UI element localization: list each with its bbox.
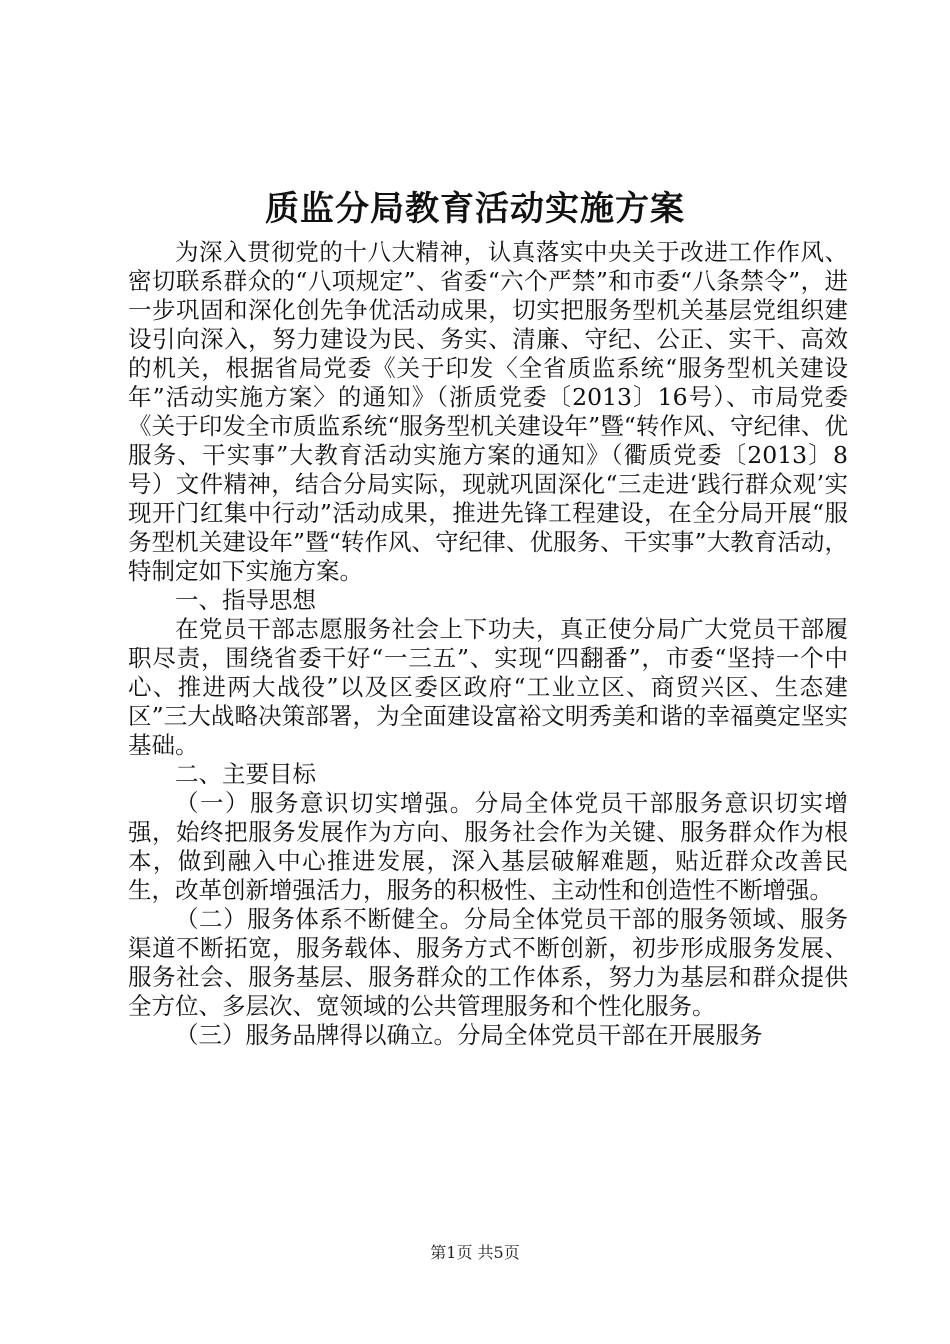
document-title: 质监分局教育活动实施方案	[265, 189, 685, 229]
page-footer: 第1页 共5页	[430, 1243, 520, 1262]
document-body	[128, 238, 848, 1050]
goal-paragraph-1: （一）服务意识切实增强。分局全体党员干部服务意识切实增强，始终把服务发展作为方向、服务社会作为关键、服务群众作为根本，做到融入中心推进发展，深入基层破解难题，贴近群众改善民生，改革创新增强活力，服务的积极性、主动性和创造性不断增强。	[128, 789, 848, 904]
section-heading-main-goals: 二、主要目标	[175, 760, 316, 788]
intro-paragraph: 为深入贯彻党的十八大精神，认真落实中央关于改进工作作风、密切联系群众的“八项规定”、省委“六个严禁”和市委“八条禁令”，进一步巩固和深化创先争优活动成果，切实把服务型机关基层党组织建设引向深入，努力建设为民、务实、清廉、守纪、公正、实干、高效的机关，根据省局党委《关于印发〈全省质监系统“服务型机关建设年”活动实施方案〉的通知》（浙质党委〔2013〕16号）、市局党委《关于印发全市质监系统“服务型机关建设年”暨“转作风、守纪律、优服务、干实事”大教育活动实施方案的通知》（衢质党委〔2013〕8号）文件精神，结合分局实际，现就巩固深化“三走进‘践行群众观’实现开门红集中行动”活动成果，推进先锋工程建设，在全分局开展“服务型机关建设年”暨“转作风、守纪律、优服务、干实事”大教育活动，特制定如下实施方案。	[128, 238, 848, 585]
goal-paragraph-3: （三）服务品牌得以确立。分局全体党员干部在开展服务	[175, 1021, 763, 1049]
section-heading-guiding-thought: 一、指导思想	[175, 586, 316, 614]
goal-paragraph-2: （二）服务体系不断健全。分局全体党员干部的服务领域、服务渠道不断拓宽，服务载体、服务方式不断创新，初步形成服务发展、服务社会、服务基层、服务群众的工作体系，努力为基层和群众提供全方位、多层次、宽领域的公共管理服务和个性化服务。	[128, 905, 848, 1020]
guiding-thought-paragraph: 在党员干部志愿服务社会上下功夫，真正使分局广大党员干部履职尽责，围绕省委干好“一三五”、实现“四翻番”，市委“坚持一个中心、推进两大战役”以及区委区政府“工业立区、商贸兴区、生态建区”三大战略决策部署，为全面建设富裕文明秀美和谐的幸福奠定坚实基础。	[128, 615, 848, 759]
